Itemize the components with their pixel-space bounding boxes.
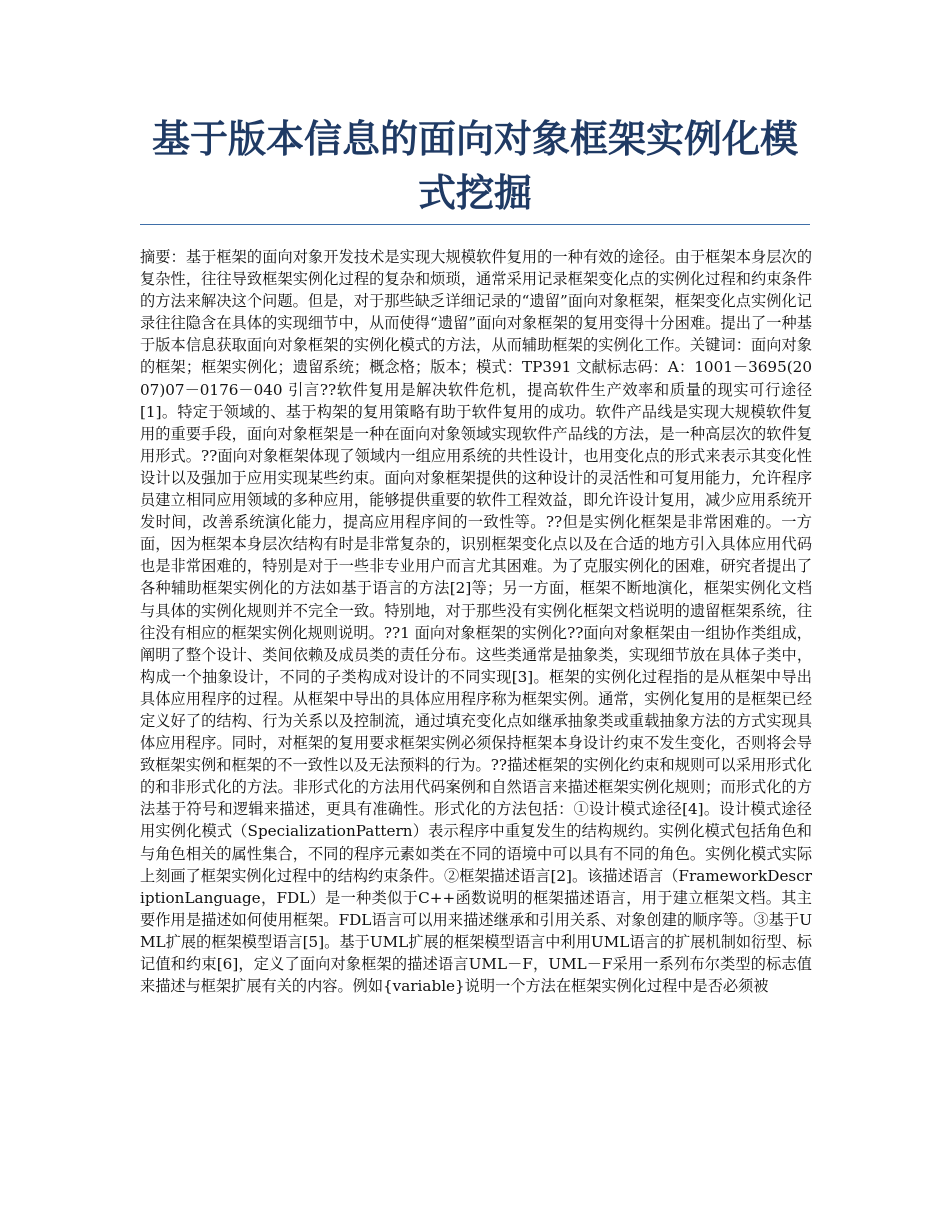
document-title: 基于版本信息的面向对象框架实例化模式挖掘 [151,117,798,215]
title-divider [140,224,810,225]
document-body: 摘要：基于框架的面向对象开发技术是实现大规模软件复用的一种有效的途径。由于框架本身层次的复杂性，往往导致框架实例化过程的复杂和烦琐，通常采用记录框架变化点的实例化过程和约束条件的方法来解决这个问题。但是，对于那些缺乏详细记录的“遗留”面向对象框架，框架变化点实例化记录往往隐含在具体的实现细节中，从而使得“遗留”面向对象框架的复用变得十分困难。提出了一种基于版本信息获取面向对象框架的实例化模式的方法，从而辅助框架的实例化工作。关键词：面向对象的框架；框架实例化；遗留系统；概念格；版本；模式：TP391 文献标志码：A：1001－3695(2007)07－0176－040 引言??软件复用是解决软件危机，提高软件生产效率和质量的现实可行途径[1]。特定于领域的、基于构架的复用策略有助于软件复用的成功。软件产品线是实现大规模软件复用的重要手段，面向对象框架是一种在面向对象领域实现软件产品线的方法，是一种高层次的软件复用形式。??面向对象框架体现了领域内一组应用系统的共性设计，也用变化点的形式来表示其变化性设计以及强加于应用实现某些约束。面向对象框架提供的这种设计的灵活性和可复用能力，允许程序员建立相同应用领域的多种应用，能够提供重要的软件工程效益，即允许设计复用，减少应用系统开发时间，改善系统演化能力，提高应用程序间的一致性等。??但是实例化框架是非常困难的。一方面，因为框架本身层次结构有时是非常复杂的，识别框架变化点以及在合适的地方引入具体应用代码也是非常困难的，特别是对于一些非专业用户而言尤其困难。为了克服实例化的困难，研究者提出了各种辅助框架实例化的方法如基于语言的方法[2]等；另一方面，框架不断地演化，框架实例化文档与具体的实例化规则并不完全一致。特别地，对于那些没有实例化框架文档说明的遗留框架系统，往往没有相应的框架实例化规则说明。??1 面向对象框架的实例化??面向对象框架由一组协作类组成，阐明了整个设计、类间依赖及成员类的责任分布。这些类通常是抽象类，实现细节放在具体子类中，构成一个抽象设计，不同的子类构成对设计的不同实现[3]。框架的实例化过程指的是从框架中导出具体应用程序的过程。从框架中导出的具体应用程序称为框架实例。通常，实例化复用的是框架已经定义好了的结构、行为关系以及控制流，通过填充变化点如继承抽象类或重载抽象方法的方式实现具体应用程序。同时，对框架的复用要求框架实例必须保持框架本身设计约束不发生变化，否则将会导致框架实例和框架的不一致性以及无法预料的行为。??描述框架的实例化约束和规则可以采用形式化的和非形式化的方法。非形式化的方法用代码案例和自然语言来描述框架实例化规则；而形式化的方法基于符号和逻辑来描述，更具有准确性。形式化的方法包括：①设计模式途径[4]。设计模式途径用实例化模式（SpecializationPattern）表示程序中重复发生的结构规约。实例化模式包括角色和与角色相关的属性集合，不同的程序元素如类在不同的语境中可以具有不同的角色。实例化模式实际上刻画了框架实例化过程中的结构约束条件。②框架描述语言[2]。该描述语言（FrameworkDescriptionLanguage，FDL）是一种类似于C++函数说明的框架描述语言，用于建立框架文档。其主要作用是描述如何使用框架。FDL语言可以用来描述继承和引用关系、对象创建的顺序等。③基于UML扩展的框架模型语言[5]。基于UML扩展的框架模型语言中利用UML语言的扩展机制如衍型、标记值和约束[6]，定义了面向对象框架的描述语言UML－F，UML－F采用一系列布尔类型的标志值来描述与框架扩展有关的内容。例如{variable}说明一个方法在框架实例化过程中是否必须被 [140,248,812,996]
